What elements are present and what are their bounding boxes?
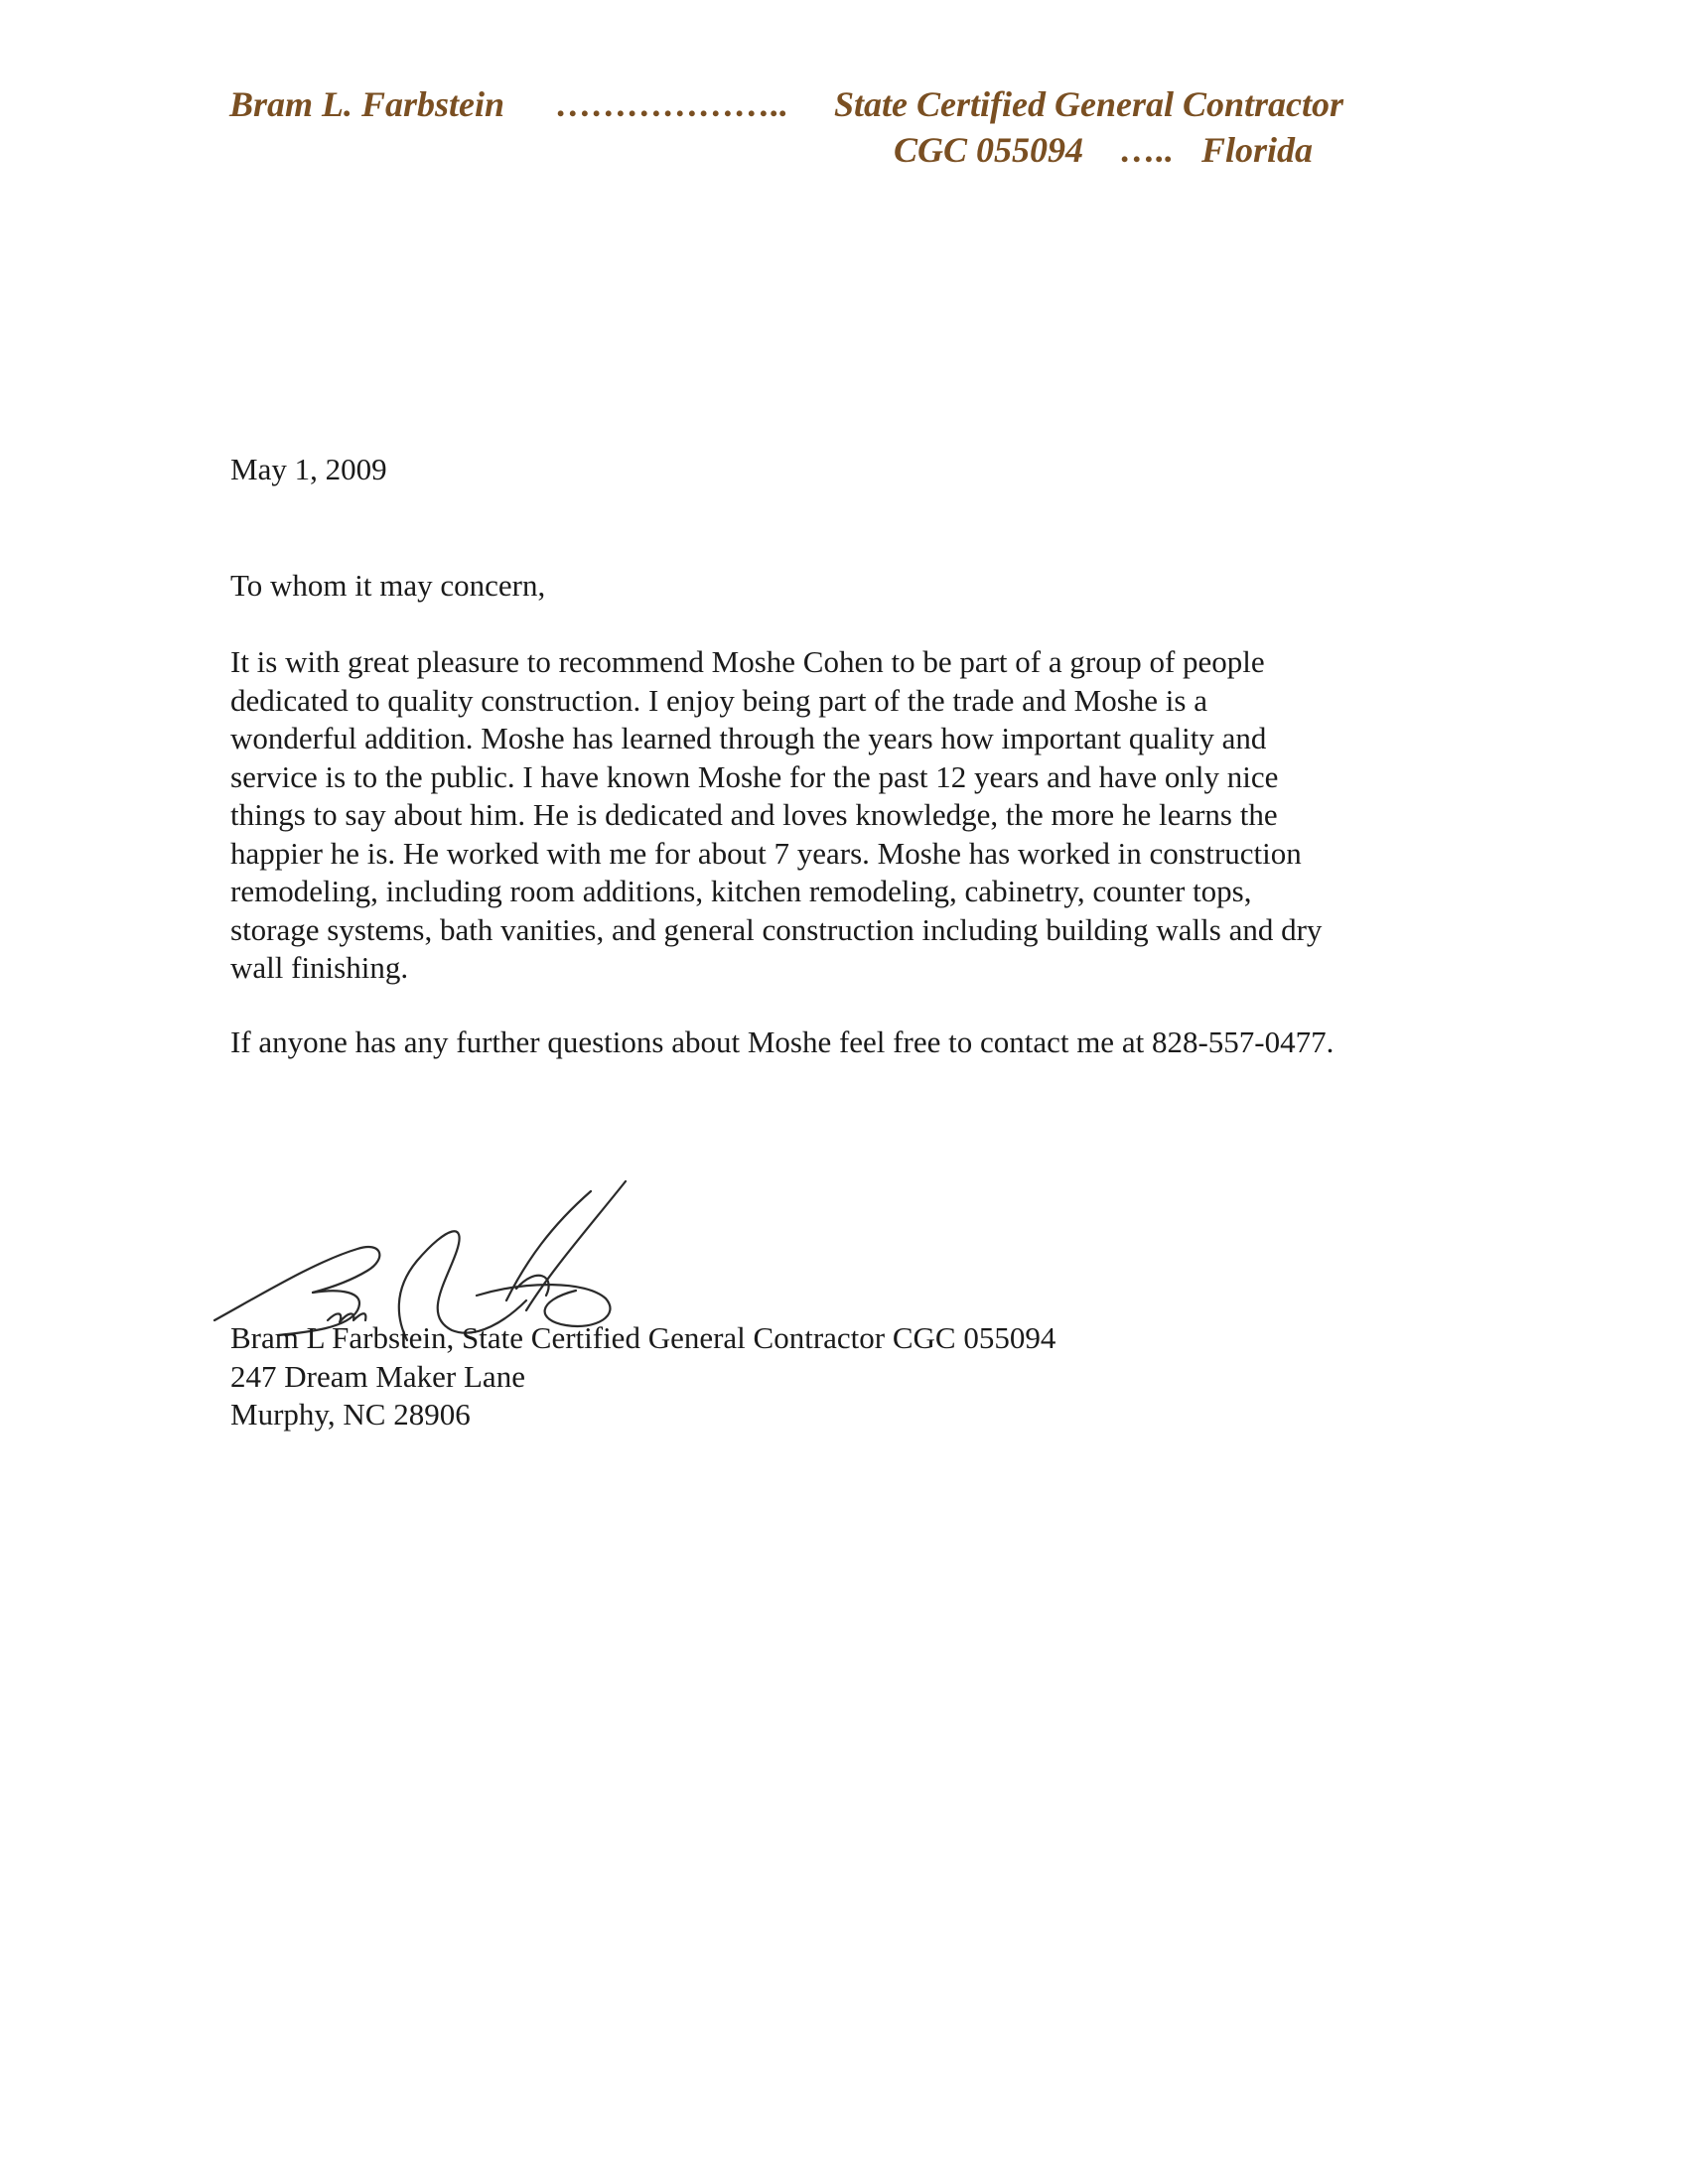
signer-name-line: Bram L Farbstein, State Certified General Contractor CGC 055094 (230, 1320, 1056, 1355)
body-line: wonderful addition. Moshe has learned through the years how important quality and (230, 721, 1267, 755)
letterhead-name: Bram L. Farbstein (229, 84, 505, 124)
address-line-1: 247 Dream Maker Lane (230, 1358, 525, 1394)
signature-block (230, 1319, 1055, 1434)
body-line: dedicated to quality construction. I enjoy being part of the trade and Moshe is a (230, 682, 1207, 718)
body-line: wall finishing. (230, 950, 409, 985)
body-line: storage systems, bath vanities, and general construction including building walls and dry (230, 911, 1323, 947)
salutation: To whom it may concern, (230, 568, 546, 603)
letterhead-title: State Certified General Contractor (834, 84, 1343, 124)
letterhead-dots-2: ….. (1120, 130, 1174, 170)
letterhead-license: CGC 055094 (894, 130, 1084, 170)
letterhead-dots: ……………….. (556, 84, 788, 124)
address-line-2: Murphy, NC 28906 (230, 1397, 471, 1432)
body-line: remodeling, including room additions, kitchen remodeling, cabinetry, counter tops, (230, 874, 1252, 908)
letter-date: May 1, 2009 (230, 452, 387, 486)
body-line: things to say about him. He is dedicated and loves knowledge, the more he learns the (230, 797, 1278, 832)
closing-paragraph: If anyone has any further questions about Moshe feel free to contact me at 828-557-0477. (230, 1024, 1335, 1059)
body-paragraph (230, 643, 1322, 988)
body-line: happier he is. He worked with me for about 7 years. Moshe has worked in construction (230, 835, 1302, 871)
body-line: It is with great pleasure to recommend Moshe Cohen to be part of a group of people (230, 644, 1265, 679)
letterhead (0, 0, 1688, 199)
body-line: service is to the public. I have known Moshe for the past 12 years and have only nice (230, 758, 1279, 794)
signature-stroke (214, 1247, 379, 1320)
letterhead-state: Florida (1201, 130, 1314, 170)
